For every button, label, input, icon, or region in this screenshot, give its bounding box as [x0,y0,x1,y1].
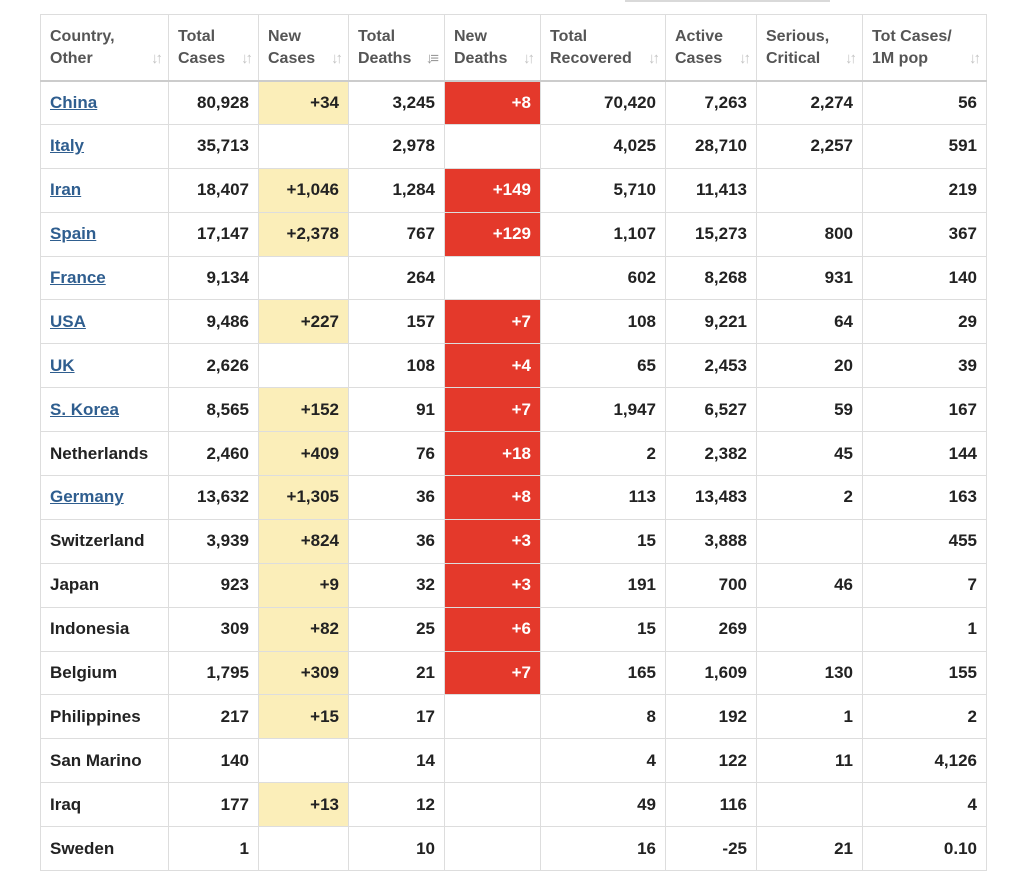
country-cell [41,388,169,432]
active-cases-cell: 122 [666,739,757,783]
new-deaths-cell: +129 [445,212,541,256]
total-deaths-cell: 17 [349,695,445,739]
table-row [41,432,987,476]
table-row [41,168,987,212]
serious-critical-cell [757,519,863,563]
active-cases-cell: 3,888 [666,519,757,563]
tot-cases-per-1m-cell: 155 [863,651,987,695]
total-cases-cell: 2,626 [169,344,259,388]
total-deaths-cell: 91 [349,388,445,432]
total-deaths-cell: 32 [349,563,445,607]
table-row [41,563,987,607]
total-recovered-cell: 108 [541,300,666,344]
total-deaths-cell: 2,978 [349,124,445,168]
total-deaths-cell: 21 [349,651,445,695]
total-cases-cell: 8,565 [169,388,259,432]
header-row [41,15,987,81]
total-cases-cell: 18,407 [169,168,259,212]
country-cell: Iraq [41,783,169,827]
country-cell [41,168,169,212]
tot-cases-per-1m-cell: 29 [863,300,987,344]
total-cases-cell: 2,460 [169,432,259,476]
total-cases-cell: 13,632 [169,476,259,520]
country-link[interactable]: Germany [50,487,124,507]
total-deaths-cell: 1,284 [349,168,445,212]
sort-updown-icon[interactable]: ↓↑ [331,49,340,67]
header-country[interactable] [41,15,169,81]
serious-critical-cell [757,168,863,212]
header-label-line2: Cases [178,50,226,67]
header-total-recovered[interactable] [541,15,666,81]
table-row [41,81,987,125]
table-row [41,519,987,563]
country-link[interactable]: USA [50,311,86,331]
total-deaths-cell: 157 [349,300,445,344]
total-deaths-cell: 76 [349,432,445,476]
new-cases-cell [259,739,349,783]
country-cell: San Marino [41,739,169,783]
total-cases-cell: 3,939 [169,519,259,563]
serious-critical-cell: 59 [757,388,863,432]
active-cases-cell: -25 [666,827,757,871]
table-row [41,476,987,520]
total-deaths-cell: 25 [349,607,445,651]
sort-updown-icon[interactable]: ↓↑ [151,49,160,67]
country-cell [41,300,169,344]
total-recovered-cell: 70,420 [541,81,666,125]
table-row [41,388,987,432]
total-cases-cell: 923 [169,563,259,607]
total-deaths-cell: 10 [349,827,445,871]
active-cases-cell: 28,710 [666,124,757,168]
serious-critical-cell: 2,257 [757,124,863,168]
active-cases-cell: 13,483 [666,476,757,520]
total-recovered-cell: 2 [541,432,666,476]
country-cell [41,344,169,388]
total-cases-cell: 9,134 [169,256,259,300]
new-deaths-cell [445,256,541,300]
table-row [41,651,987,695]
total-deaths-cell: 14 [349,739,445,783]
tot-cases-per-1m-cell: 219 [863,168,987,212]
tot-cases-per-1m-cell: 140 [863,256,987,300]
table-row [41,344,987,388]
total-recovered-cell: 113 [541,476,666,520]
serious-critical-cell: 64 [757,300,863,344]
new-deaths-cell [445,124,541,168]
covid-stats-table [40,14,987,871]
country-cell [41,124,169,168]
total-cases-cell: 177 [169,783,259,827]
serious-critical-cell [757,607,863,651]
table-row [41,695,987,739]
table-row [41,124,987,168]
table-row [41,783,987,827]
total-deaths-cell: 108 [349,344,445,388]
new-cases-cell: +152 [259,388,349,432]
active-cases-cell: 192 [666,695,757,739]
header-total-deaths[interactable] [349,15,445,81]
sort-updown-icon[interactable]: ↓↑ [648,49,657,67]
new-deaths-cell: +4 [445,344,541,388]
total-recovered-cell: 191 [541,563,666,607]
country-link[interactable]: Spain [50,224,97,244]
tot-cases-per-1m-cell: 144 [863,432,987,476]
country-cell [41,476,169,520]
total-cases-cell: 17,147 [169,212,259,256]
country-link[interactable]: UK [50,355,75,375]
table-header [41,15,987,81]
header-label-line1: New [454,28,487,45]
total-deaths-cell: 264 [349,256,445,300]
total-cases-cell: 35,713 [169,124,259,168]
total-cases-cell: 217 [169,695,259,739]
country-cell: Japan [41,563,169,607]
header-label-line1: Tot Cases/ [872,28,952,45]
new-deaths-cell: +7 [445,651,541,695]
serious-critical-cell: 1 [757,695,863,739]
header-label-line2: Cases [675,50,723,67]
total-deaths-cell: 767 [349,212,445,256]
new-deaths-cell [445,739,541,783]
total-recovered-cell: 4 [541,739,666,783]
country-cell [41,81,169,125]
country-link[interactable]: S. Korea [50,399,119,419]
total-deaths-cell: 12 [349,783,445,827]
new-cases-cell: +82 [259,607,349,651]
table-row [41,212,987,256]
tot-cases-per-1m-cell: 4,126 [863,739,987,783]
total-recovered-cell: 49 [541,783,666,827]
new-deaths-cell: +8 [445,476,541,520]
header-label-line2: 1M pop [872,50,928,67]
new-cases-cell: +309 [259,651,349,695]
new-cases-cell: +227 [259,300,349,344]
header-label-line1: Total [178,28,216,45]
sort-desc-active-icon[interactable]: ↓≡ [425,49,436,67]
tot-cases-per-1m-cell: 167 [863,388,987,432]
header-label-line2: Deaths [358,50,412,67]
sort-updown-icon[interactable]: ↓↑ [241,49,250,67]
new-deaths-cell [445,783,541,827]
total-recovered-cell: 16 [541,827,666,871]
active-cases-cell: 11,413 [666,168,757,212]
active-cases-cell: 116 [666,783,757,827]
active-cases-cell: 2,382 [666,432,757,476]
new-cases-cell: +13 [259,783,349,827]
new-cases-cell: +1,046 [259,168,349,212]
country-link[interactable]: Iran [50,180,82,200]
active-cases-cell: 15,273 [666,212,757,256]
new-cases-cell: +2,378 [259,212,349,256]
serious-critical-cell: 2 [757,476,863,520]
tot-cases-per-1m-cell: 163 [863,476,987,520]
tot-cases-per-1m-cell: 39 [863,344,987,388]
tot-cases-per-1m-cell: 591 [863,124,987,168]
header-tot-cases-per-1m[interactable] [863,15,987,81]
header-new-cases[interactable] [259,15,349,81]
new-deaths-cell: +18 [445,432,541,476]
total-recovered-cell: 15 [541,607,666,651]
total-deaths-cell: 36 [349,476,445,520]
header-label-line1: Serious, [766,28,830,45]
table-row [41,607,987,651]
header-label-line1: Country, [50,28,115,45]
header-label-line1: Total [550,28,588,45]
country-cell: Netherlands [41,432,169,476]
active-cases-cell: 7,263 [666,81,757,125]
header-label-line1: Active [675,28,724,45]
active-cases-cell: 6,527 [666,388,757,432]
header-label-line2: Other [50,50,93,67]
total-recovered-cell: 5,710 [541,168,666,212]
new-cases-cell: +1,305 [259,476,349,520]
tot-cases-per-1m-cell: 367 [863,212,987,256]
total-cases-cell: 1,795 [169,651,259,695]
tot-cases-per-1m-cell: 4 [863,783,987,827]
sort-updown-icon[interactable]: ↓↑ [969,49,978,67]
total-deaths-cell: 36 [349,519,445,563]
total-recovered-cell: 165 [541,651,666,695]
header-serious-critical[interactable] [757,15,863,81]
serious-critical-cell: 21 [757,827,863,871]
new-cases-cell: +15 [259,695,349,739]
tot-cases-per-1m-cell: 1 [863,607,987,651]
serious-critical-cell: 20 [757,344,863,388]
header-label-line1: Total [358,28,396,45]
new-deaths-cell: +3 [445,519,541,563]
table-row [41,739,987,783]
tot-cases-per-1m-cell: 455 [863,519,987,563]
total-cases-cell: 140 [169,739,259,783]
sort-updown-icon[interactable]: ↓↑ [523,49,532,67]
header-active-cases[interactable] [666,15,757,81]
new-cases-cell: +34 [259,81,349,125]
country-cell: Philippines [41,695,169,739]
new-deaths-cell: +6 [445,607,541,651]
header-label-line2: Cases [268,50,316,67]
header-total-cases[interactable] [169,15,259,81]
serious-critical-cell: 11 [757,739,863,783]
total-recovered-cell: 15 [541,519,666,563]
total-cases-cell: 80,928 [169,81,259,125]
active-cases-cell: 8,268 [666,256,757,300]
tot-cases-per-1m-cell: 7 [863,563,987,607]
new-deaths-cell: +8 [445,81,541,125]
serious-critical-cell: 931 [757,256,863,300]
country-cell: Sweden [41,827,169,871]
new-deaths-cell: +7 [445,300,541,344]
header-label-line2: Critical [766,50,821,67]
table-body [41,81,987,871]
active-cases-cell: 269 [666,607,757,651]
active-cases-cell: 2,453 [666,344,757,388]
country-cell: Switzerland [41,519,169,563]
table-row [41,256,987,300]
tot-cases-per-1m-cell: 56 [863,81,987,125]
total-recovered-cell: 1,107 [541,212,666,256]
country-cell [41,256,169,300]
tot-cases-per-1m-cell: 0.10 [863,827,987,871]
serious-critical-cell: 130 [757,651,863,695]
total-cases-cell: 309 [169,607,259,651]
new-cases-cell [259,827,349,871]
new-cases-cell [259,344,349,388]
country-cell: Belgium [41,651,169,695]
sort-updown-icon[interactable]: ↓↑ [845,49,854,67]
total-recovered-cell: 8 [541,695,666,739]
serious-critical-cell: 800 [757,212,863,256]
new-deaths-cell [445,827,541,871]
total-recovered-cell: 1,947 [541,388,666,432]
header-label-line1: New [268,28,301,45]
header-label-line2: Deaths [454,50,508,67]
country-cell [41,212,169,256]
country-link[interactable]: China [50,92,98,112]
country-cell: Indonesia [41,607,169,651]
new-deaths-cell: +7 [445,388,541,432]
new-cases-cell [259,256,349,300]
total-deaths-cell: 3,245 [349,81,445,125]
new-cases-cell: +824 [259,519,349,563]
total-cases-cell: 9,486 [169,300,259,344]
serious-critical-cell [757,783,863,827]
total-recovered-cell: 65 [541,344,666,388]
new-deaths-cell [445,695,541,739]
total-cases-cell: 1 [169,827,259,871]
active-cases-cell: 9,221 [666,300,757,344]
table-row [41,300,987,344]
header-new-deaths[interactable] [445,15,541,81]
top-divider [625,0,830,2]
serious-critical-cell: 46 [757,563,863,607]
serious-critical-cell: 2,274 [757,81,863,125]
new-deaths-cell: +149 [445,168,541,212]
new-cases-cell [259,124,349,168]
new-cases-cell: +9 [259,563,349,607]
active-cases-cell: 700 [666,563,757,607]
sort-updown-icon[interactable]: ↓↑ [739,49,748,67]
country-link[interactable]: France [50,268,106,287]
new-cases-cell: +409 [259,432,349,476]
tot-cases-per-1m-cell: 2 [863,695,987,739]
new-deaths-cell: +3 [445,563,541,607]
header-label-line2: Recovered [550,50,632,67]
total-recovered-cell: 4,025 [541,124,666,168]
table-row [41,827,987,871]
active-cases-cell: 1,609 [666,651,757,695]
serious-critical-cell: 45 [757,432,863,476]
country-link[interactable]: Italy [50,136,85,156]
total-recovered-cell: 602 [541,256,666,300]
